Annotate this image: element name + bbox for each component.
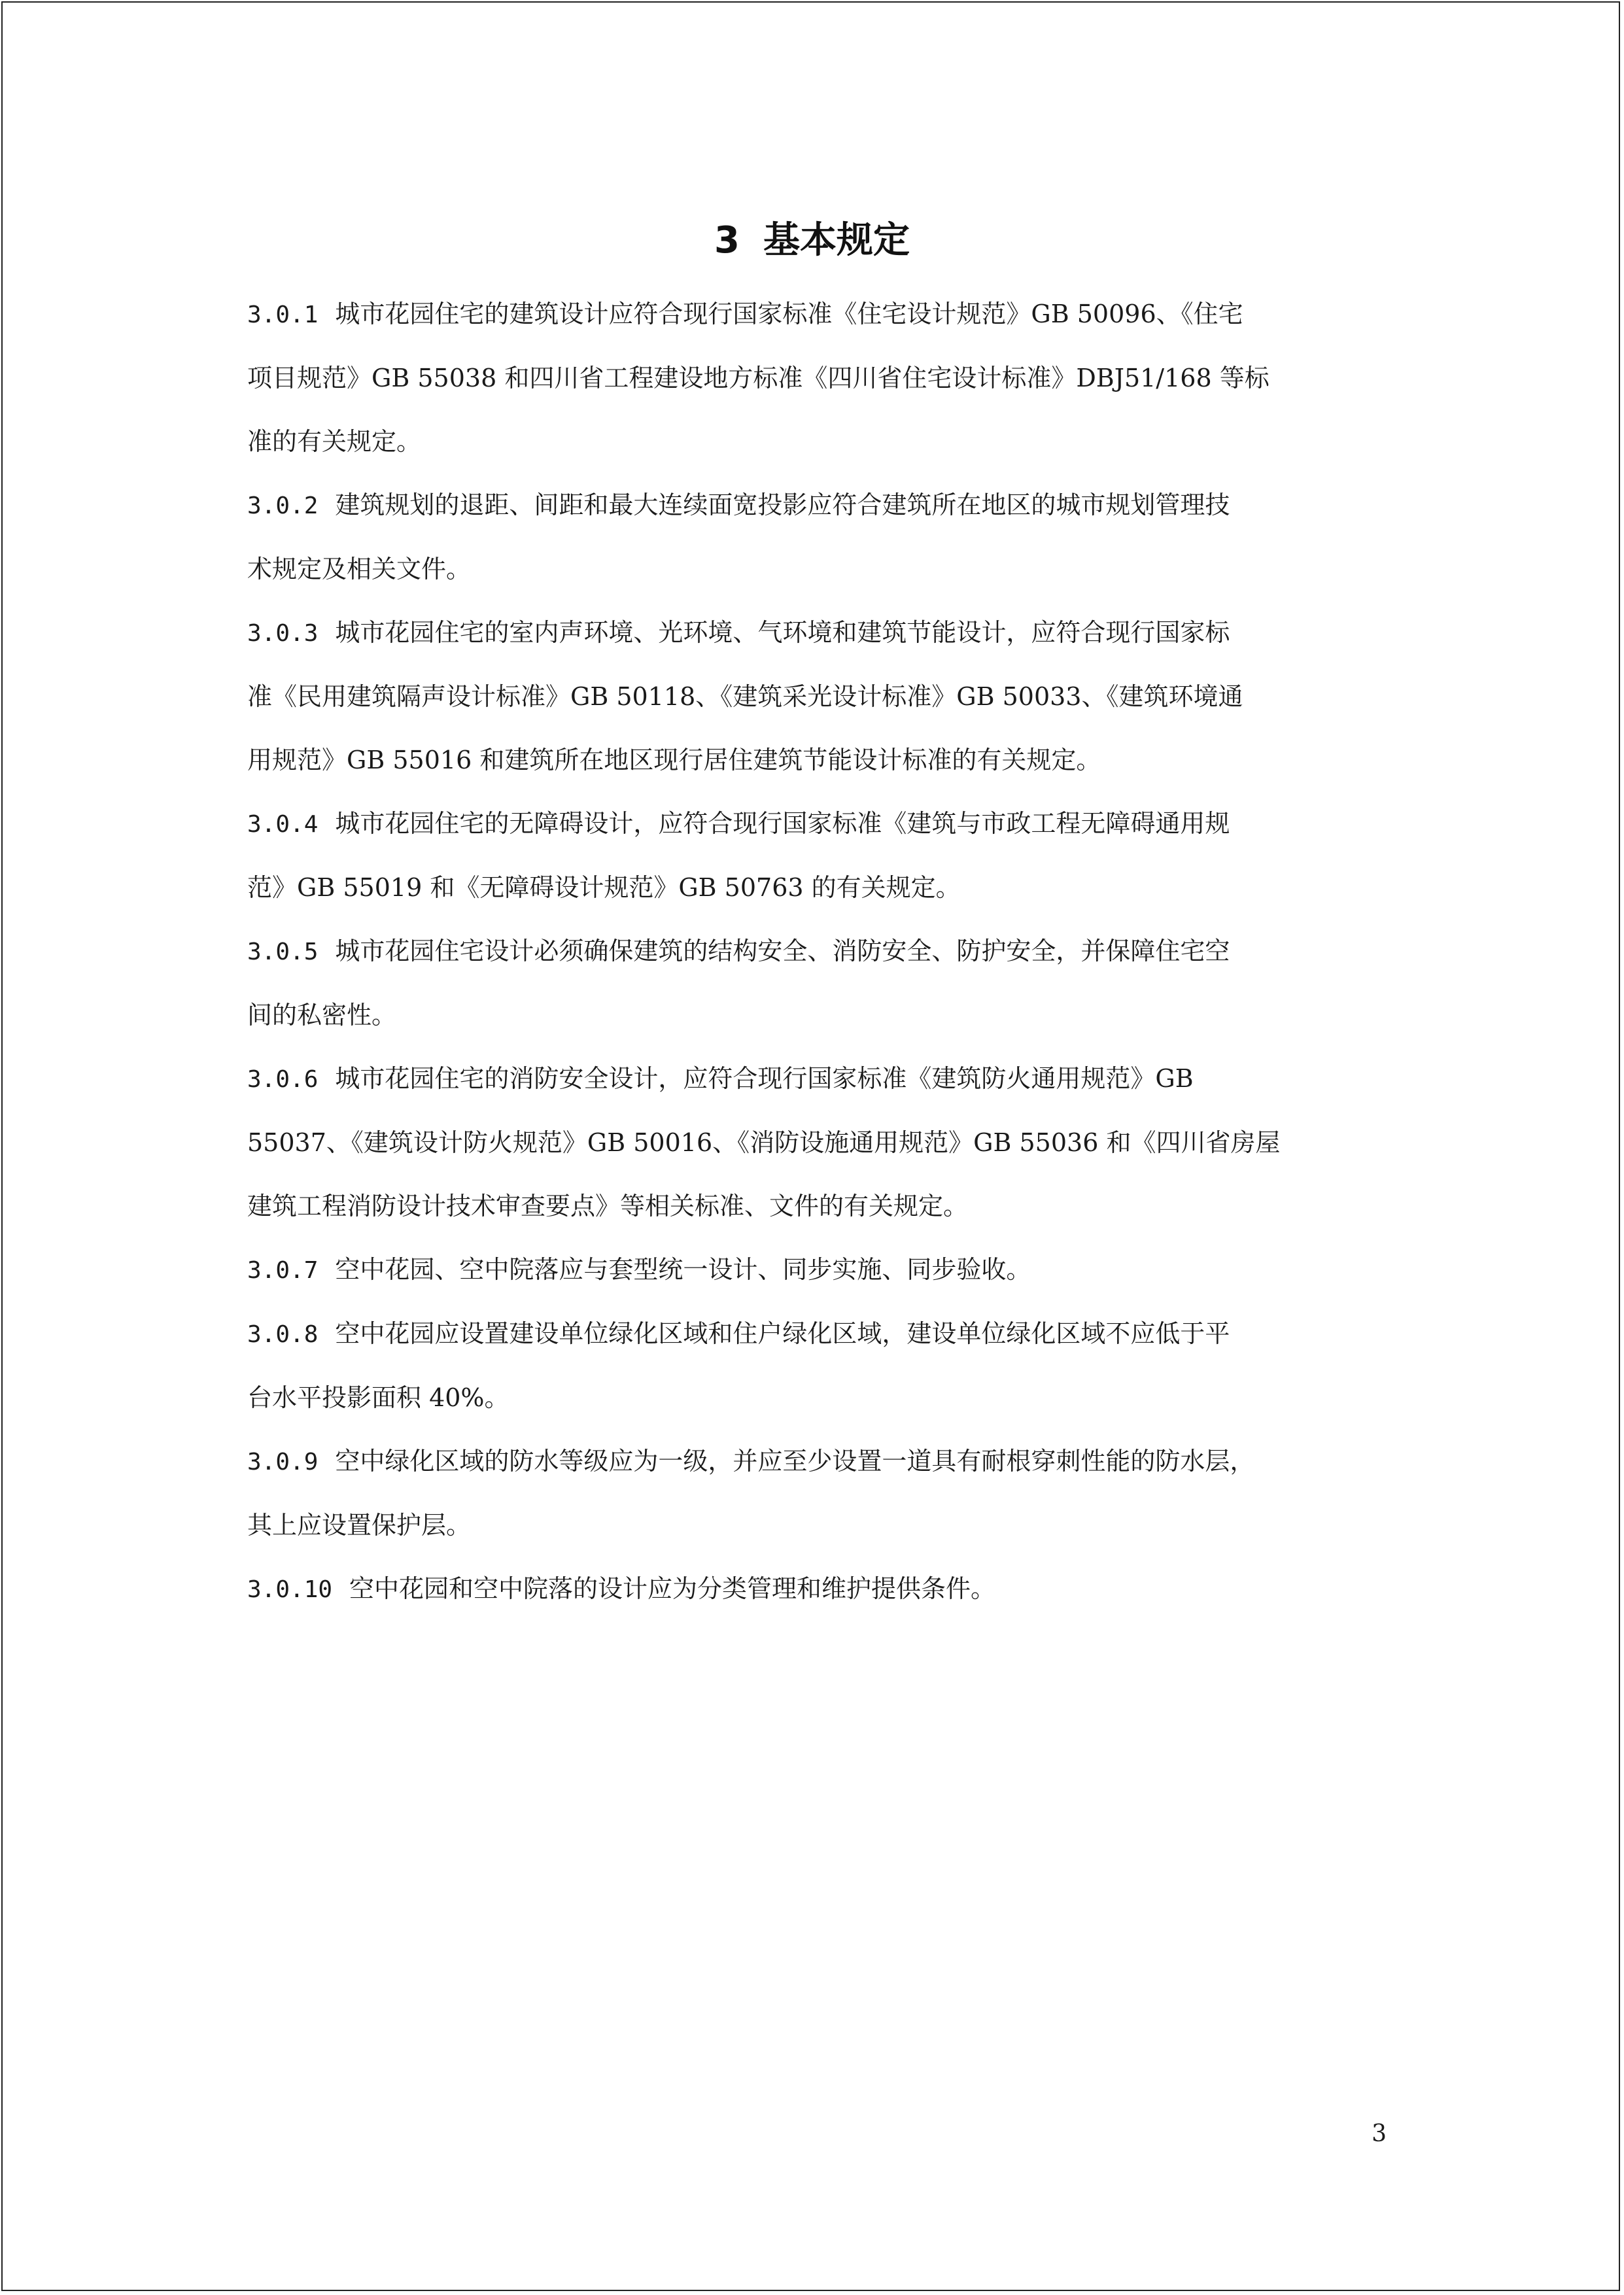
clause-3-0-9-line-1: [247, 1430, 1385, 1494]
clause-3-0-7-line-1: [247, 1238, 1385, 1302]
clause-3-0-1-line-1: [247, 283, 1385, 347]
clause-3-0-2-line-2: 术规定及相关文件。: [247, 555, 472, 583]
clause-number: 3.0.2: [247, 492, 319, 519]
section-number: 3: [714, 219, 740, 262]
clause-list: [247, 283, 1385, 1621]
clause-3-0-3-line-3: 用规范》GB 55016 和建筑所在地区现行居住建筑节能设计标准的有关规定。: [247, 746, 1101, 774]
clause-text: 城市花园住宅的建筑设计应符合现行国家标准《住宅设计规范》GB 50096、《住宅: [335, 300, 1243, 328]
clause-text: 空中花园和空中院落的设计应为分类管理和维护提供条件。: [349, 1574, 996, 1603]
clause-number: 3.0.6: [247, 1066, 319, 1093]
clause-3-0-10-line-1: [247, 1557, 1385, 1621]
clause-3-0-1-line-3: 准的有关规定。: [247, 427, 422, 456]
clause-3-0-9-line-2: 其上应设置保护层。: [247, 1511, 472, 1540]
clause-3-0-6-line-1: [247, 1047, 1385, 1111]
clause-3-0-2-line-1: [247, 474, 1385, 538]
clause-number: 3.0.1: [247, 302, 319, 328]
clause-3-0-3-line-2: 准《民用建筑隔声设计标准》GB 50118、《建筑采光设计标准》GB 50033、《建筑环境通: [247, 682, 1243, 711]
clause-3-0-5-line-1: [247, 920, 1385, 984]
clause-3-0-4-line-1: [247, 792, 1385, 856]
clause-number: 3.0.8: [247, 1321, 319, 1348]
clause-3-0-3-line-1: [247, 601, 1385, 665]
clause-number: 3.0.7: [247, 1257, 319, 1284]
clause-3-0-4-line-2: 范》GB 55019 和《无障碍设计规范》GB 50763 的有关规定。: [247, 873, 961, 902]
clause-text: 空中花园应设置建设单位绿化区域和住户绿化区域，建设单位绿化区域不应低于平: [335, 1319, 1230, 1348]
clause-number: 3.0.5: [247, 939, 319, 965]
clause-text: 城市花园住宅的消防安全设计，应符合现行国家标准《建筑防火通用规范》GB: [335, 1064, 1194, 1093]
page-number: 3: [1372, 2120, 1387, 2147]
clause-text: 空中花园、空中院落应与套型统一设计、同步实施、同步验收。: [335, 1255, 1031, 1284]
clause-number: 3.0.10: [247, 1576, 333, 1603]
clause-text: 建筑规划的退距、间距和最大连续面宽投影应符合建筑所在地区的城市规划管理技: [335, 491, 1230, 519]
clause-3-0-1-line-2: 项目规范》GB 55038 和四川省工程建设地方标准《四川省住宅设计标准》DBJ51/168 等标: [247, 364, 1270, 392]
clause-number: 3.0.9: [247, 1449, 319, 1475]
clause-text: 城市花园住宅的无障碍设计，应符合现行国家标准《建筑与市政工程无障碍通用规: [335, 809, 1230, 838]
section-heading: [0, 208, 1624, 273]
clause-number: 3.0.3: [247, 620, 319, 647]
clause-3-0-8-line-2: 台水平投影面积 40%。: [247, 1383, 510, 1412]
clause-text: 城市花园住宅的室内声环境、光环境、气环境和建筑节能设计，应符合现行国家标: [335, 618, 1230, 647]
clause-3-0-6-line-2: 55037、《建筑设计防火规范》GB 50016、《消防设施通用规范》GB 55036 和《四川省房屋: [247, 1128, 1281, 1157]
clause-number: 3.0.4: [247, 811, 319, 838]
section-title: 基本规定: [763, 219, 910, 262]
clause-text: 城市花园住宅设计必须确保建筑的结构安全、消防安全、防护安全，并保障住宅空: [335, 937, 1230, 965]
clause-text: 空中绿化区域的防水等级应为一级，并应至少设置一道具有耐根穿刺性能的防水层，: [335, 1447, 1255, 1475]
clause-3-0-8-line-1: [247, 1302, 1385, 1366]
clause-3-0-6-line-3: 建筑工程消防设计技术审查要点》等相关标准、文件的有关规定。: [247, 1192, 969, 1220]
clause-3-0-5-line-2: 间的私密性。: [247, 1001, 397, 1029]
